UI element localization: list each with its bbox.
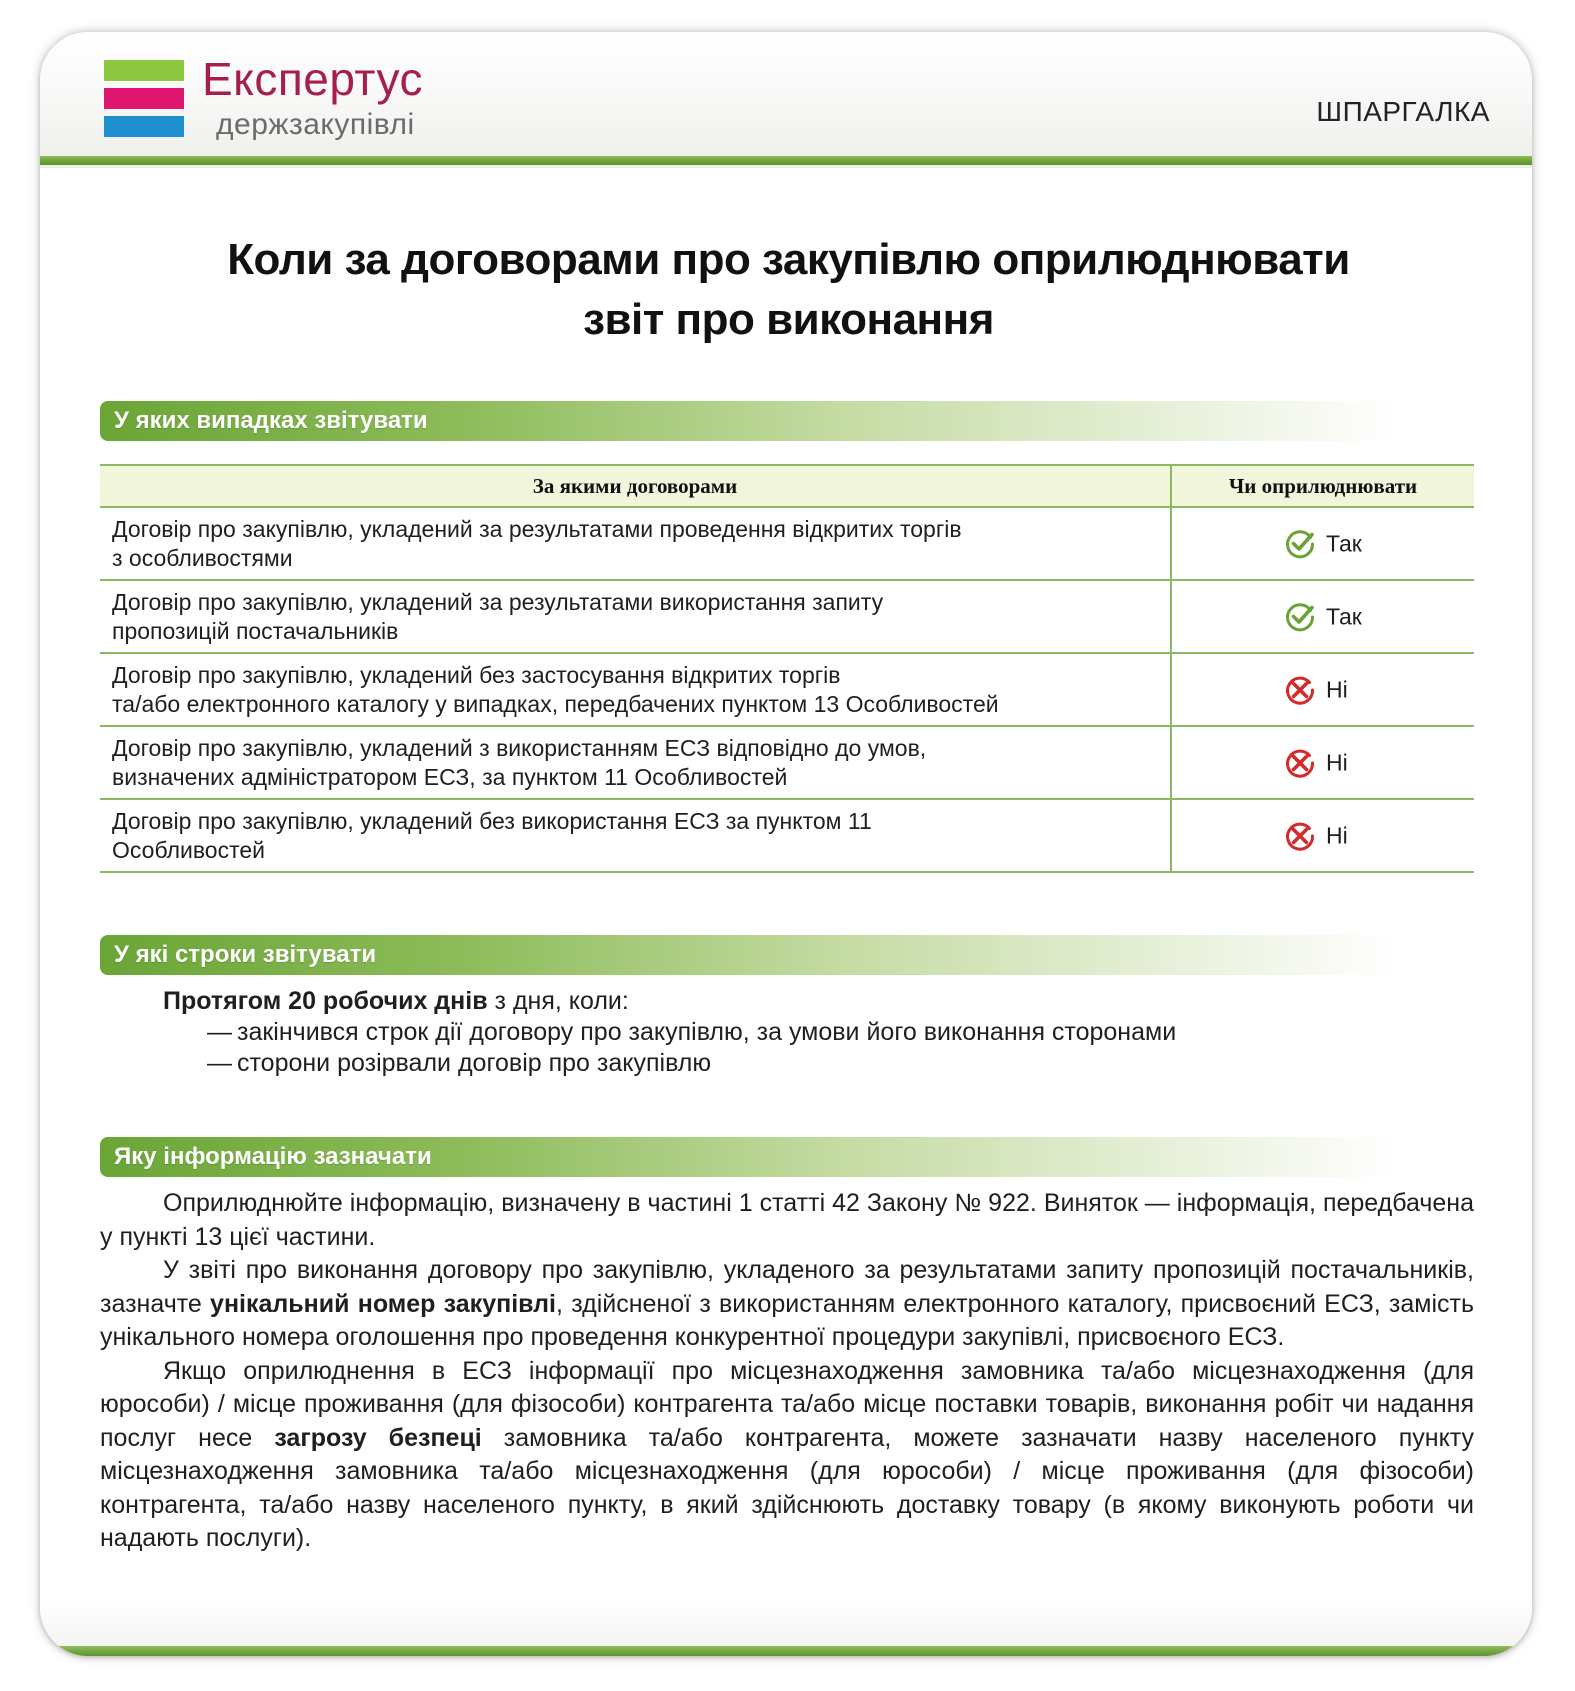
- answer-label: Так: [1326, 530, 1362, 556]
- list-item: [163, 1017, 1443, 1048]
- x-circle-icon: [1284, 820, 1316, 852]
- answer-label: Ні: [1326, 749, 1348, 775]
- list-item-text: сторони розірвали договір про закупівлю: [237, 1049, 712, 1077]
- paragraph-text: Якщо оприлюднення в ЕСЗ інформації про місцезнаходження замовника та/або місцезнаходження (для юрособи) / місце проживання (для фізособи) контрагента та/або місце поставки товарів, виконання робіт чи надання послуг несе: [100, 1356, 1474, 1452]
- description-line: пропозицій постачальників: [112, 617, 399, 644]
- x-circle-icon: [1284, 674, 1316, 706]
- section-heading-cases: [100, 401, 1400, 441]
- contracts-table: [100, 464, 1474, 873]
- publish-answer: [1171, 653, 1474, 726]
- list-item: [163, 1048, 1443, 1079]
- contract-description: [100, 507, 1171, 580]
- check-circle-icon: [1284, 528, 1316, 560]
- description-line: Договір про закупівлю, укладений з використанням ЕСЗ відповідно до умов,: [112, 734, 927, 761]
- page-title-line-1: Коли за договорами про закупівлю оприлюднювати: [227, 235, 1350, 284]
- contract-description: [100, 653, 1171, 726]
- answer-label: Ні: [1326, 822, 1348, 848]
- section-heading-text: У яких випадках звітувати: [114, 407, 428, 434]
- paragraph: [100, 1254, 1474, 1355]
- info-text: [100, 1187, 1474, 1556]
- description-line: Договір про закупівлю, укладений без використання ЕСЗ за пунктом 11: [112, 807, 872, 834]
- description-line: визначених адміністратором ЕСЗ, за пунктом 11 Особливостей: [112, 763, 788, 790]
- column-header-publish: Чи оприлюднювати: [1171, 465, 1474, 507]
- section-heading-text: У які строки звітувати: [114, 941, 377, 968]
- table-row: [100, 799, 1474, 872]
- list-dash: —: [207, 1049, 232, 1077]
- page-title: [120, 230, 1457, 350]
- paragraph-text: , здійсненої з використанням електронного каталогу, присвоєний ЕСЗ, замість унікального номера оголошення про проведення конкурентної процедури закупівлі, присвоєного ЕСЗ.: [100, 1289, 1474, 1351]
- contract-description: [100, 799, 1171, 872]
- deadline-lead-rest: з дня, коли:: [487, 987, 629, 1015]
- brand-subtitle: держзакупівлі: [216, 108, 415, 141]
- logo-icon: [104, 60, 184, 144]
- page-title-line-2: звіт про виконання: [583, 295, 994, 344]
- paragraph-bold: загрозу безпеці: [274, 1423, 482, 1452]
- section-heading-info: [100, 1137, 1400, 1177]
- column-header-contracts: За якими договорами: [100, 465, 1171, 507]
- description-line: Договір про закупівлю, укладений за результатами проведення відкритих торгів: [112, 515, 962, 542]
- description-line: Особливостей: [112, 836, 266, 863]
- deadline-lead-bold: Протягом 20 робочих днів: [163, 987, 488, 1015]
- header-divider: [40, 156, 1532, 165]
- logo-bar-green: [104, 60, 184, 81]
- description-line: Договір про закупівлю, укладений за результатами використання запиту: [112, 588, 884, 615]
- paragraph: Оприлюднюйте інформацію, визначену в частині 1 статті 42 Закону № 922. Виняток — інформація, передбачена у пункті 13 цієї частини.: [100, 1189, 1474, 1251]
- paragraph-text: У звіті про виконання договору про закупівлю, укладеного за результатами запиту пропозицій постачальників, зазначте: [100, 1256, 1474, 1318]
- answer-label: Так: [1326, 603, 1362, 629]
- list-item-text: закінчився строк дії договору про закупівлю, за умови його виконання сторонами: [237, 1018, 1177, 1046]
- page-header: [40, 32, 1532, 168]
- section-heading-text: Яку інформацію зазначати: [114, 1143, 432, 1170]
- paragraph-bold: унікальний номер закупівлі: [210, 1289, 557, 1318]
- table-row: [100, 726, 1474, 799]
- deadline-lead: [163, 986, 1443, 1017]
- publish-answer: [1171, 507, 1474, 580]
- publish-answer: [1171, 580, 1474, 653]
- brand-name: Експертус: [202, 53, 423, 105]
- table-row: [100, 580, 1474, 653]
- contract-description: [100, 580, 1171, 653]
- table-row: [100, 653, 1474, 726]
- rubric-label: ШПАРГАЛКА: [1316, 96, 1490, 127]
- publish-answer: [1171, 799, 1474, 872]
- logo-bar-magenta: [104, 88, 184, 109]
- list-dash: —: [207, 1018, 232, 1046]
- description-line: з особливостями: [112, 544, 293, 571]
- publish-answer: [1171, 726, 1474, 799]
- paragraph: [100, 1355, 1474, 1556]
- description-line: та/або електронного каталогу у випадках, передбачених пунктом 13 Особливостей: [112, 690, 999, 717]
- section-heading-deadline: [100, 935, 1400, 975]
- description-line: Договір про закупівлю, укладений без застосування відкритих торгів: [112, 661, 841, 688]
- table-header-row: [100, 465, 1474, 507]
- contract-description: [100, 726, 1171, 799]
- answer-label: Ні: [1326, 676, 1348, 702]
- check-circle-icon: [1284, 601, 1316, 633]
- paragraph-text: замовника та/або контрагента, можете зазначати назву населеного пункту місцезнаходження замовника та/або місцезнаходження (для юрособи) / місце проживання (для фізособи) контрагента, та/або назву населеного пункту, в який здійснюють доставку товару (в якому виконують роботи чи надають послуги).: [100, 1423, 1475, 1552]
- logo-bar-blue: [104, 116, 184, 137]
- footer-divider: [40, 1646, 1532, 1656]
- x-circle-icon: [1284, 747, 1316, 779]
- table-row: [100, 507, 1474, 580]
- deadline-text: [163, 986, 1443, 1079]
